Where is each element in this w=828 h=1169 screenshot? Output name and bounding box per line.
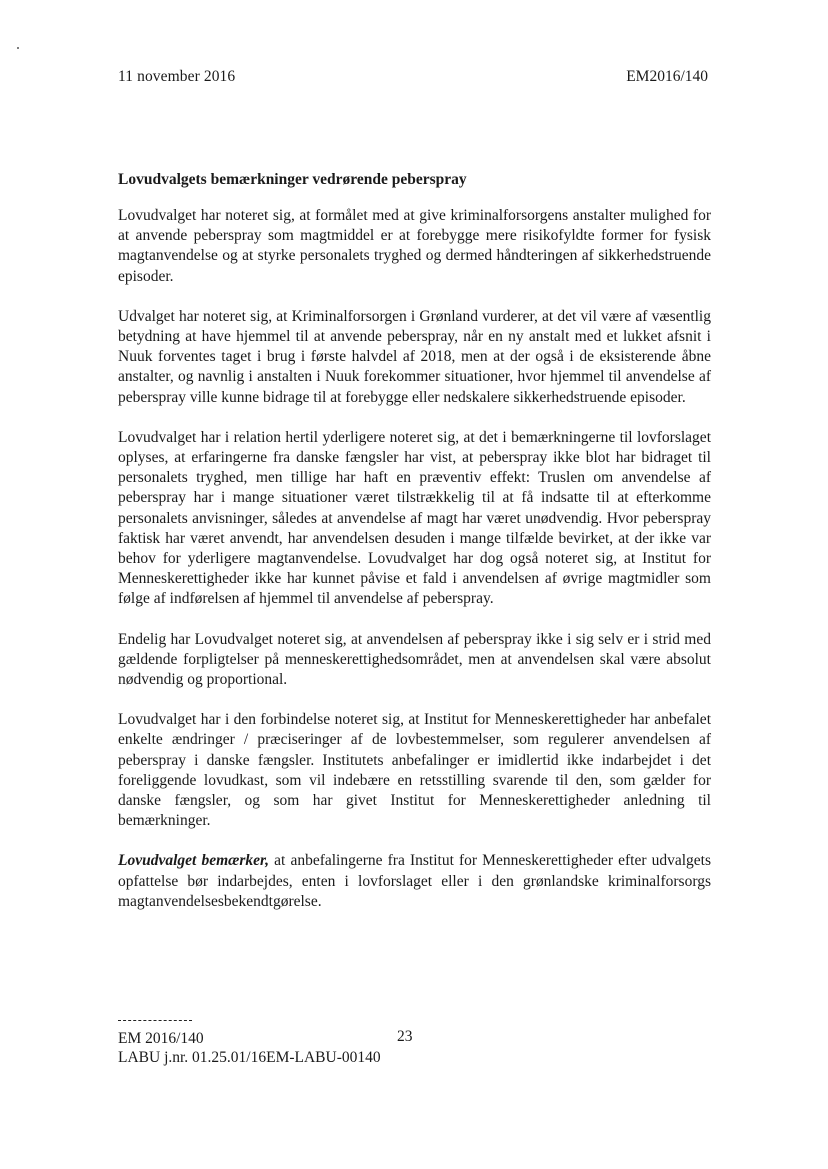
footer-case-ref: EM 2016/140 [118, 1030, 204, 1047]
case-reference: EM2016/140 [626, 68, 708, 85]
paragraph-1: Lovudvalget har noteret sig, at formålet med at give kriminalforsorgens anstalter mulighed for at anvende peberspray som magtmiddel er at forebygge mere risikofyldte former for fysisk magtanvendelse og at styrke personalets tryghed og dermed håndteringen af sikkerhedstruende episoder. [118, 207, 711, 285]
section-heading: Lovudvalgets bemærkninger vedrørende peberspray [118, 171, 467, 188]
footer-divider [118, 1020, 192, 1021]
paragraph-4: Endelig har Lovudvalget noteret sig, at anvendelsen af peberspray ikke i sig selv er i strid med gældende forpligtelser på menneskerettighedsområdet, men at anvendelsen skal være absolut nødvendig og proportional. [118, 630, 711, 689]
conclusion-lead: Lovudvalget bemærker, [118, 852, 270, 870]
footer [118, 1020, 381, 1067]
page-number: 23 [397, 1028, 413, 1045]
scan-speck [17, 47, 19, 49]
conclusion-text: at anbefalingerne fra Institut for Menneskerettigheder efter udvalgets opfattelse bør indarbejdes, enten i lovforslaget eller i den grønlandske kriminalforsorgs magtanvendelsesbekendtgørelse. [118, 852, 712, 910]
conclusion-paragraph [118, 851, 711, 912]
paragraph-3: Lovudvalget har i relation hertil yderligere noteret sig, at det i bemærkningerne til lovforslaget oplyses, at erfaringerne fra danske fængsler har vist, at peberspray ikke blot har bidraget til personalets tryghed, men tillige har haft en præventiv effekt: Truslen om anvendelse af peberspray har i mange situationer været tilstrækkelig til at få indsatte til at efterkomme personalets anvisninger, således at anvendelse af magt har været unødvendig. Hvor peberspray faktisk har været anvendt, har anvendelsen desuden i mange tilfælde bevirket, at der ikke var behov for yderligere magtanvendelse. Lovudvalget har dog også noteret sig, at Institut for Menneskerettigheder ikke har kunnet påvise et fald i anvendelsen af øvrige magtmidler som følge af indførelsen af hjemmel til anvendelse af peberspray. [118, 428, 711, 608]
paragraph-2: Udvalget har noteret sig, at Kriminalforsorgen i Grønland vurderer, at det vil være af væsentlig betydning at have hjemmel til at anvende peberspray, når en ny anstalt med et lukket afsnit i Nuuk forventes taget i brug i første halvdel af 2018, men at der også i de eksisterende åbne anstalter, og navnlig i anstalten i Nuuk forekommer situationer, hvor hjemmel til anvendelse af peberspray ville kunne bidrage til at forebygge eller nedskalere sikkerhedstruende episoder. [118, 307, 711, 406]
document-body [118, 170, 711, 932]
paragraph-5: Lovudvalget har i den forbindelse noteret sig, at Institut for Menneskerettigheder har anbefalet enkelte ændringer / præciseringer af de lovbestemmelser, som regulerer anvendelsen af peberspray i danske fængsler. Institutets anbefalinger er imidlertid ikke indarbejdet i det foreliggende lovudkast, som vil indebære en retsstilling svarende til den, som gælder for danske fængsler, og som har givet Institut for Menneskerettigheder anledning til bemærkninger. [118, 711, 711, 830]
footer-journal-number: LABU j.nr. 01.25.01/16EM-LABU-00140 [118, 1049, 381, 1066]
document-date: 11 november 2016 [118, 68, 236, 85]
